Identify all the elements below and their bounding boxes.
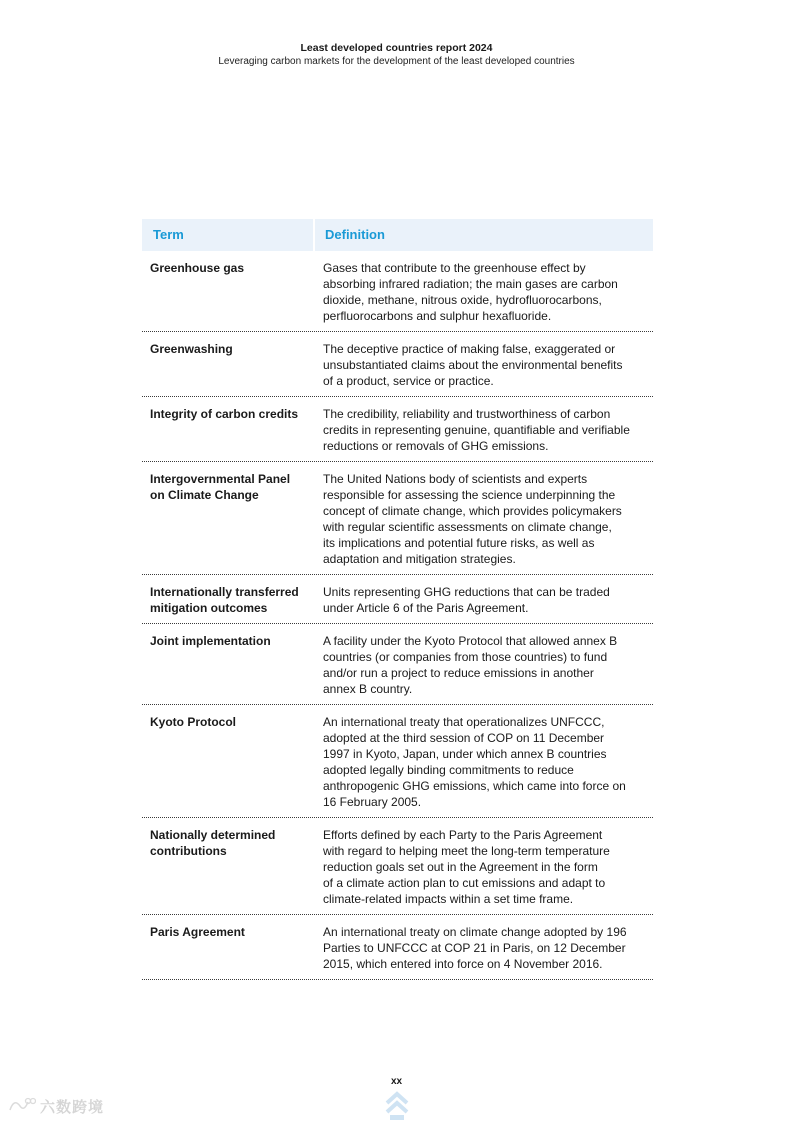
table-row xyxy=(142,705,653,818)
definition-cell xyxy=(315,915,653,979)
definition-text: reduction goals set out in the Agreement in the form xyxy=(323,860,598,874)
term-cell xyxy=(142,915,315,979)
table-row xyxy=(142,332,653,397)
term-cell xyxy=(142,624,315,704)
definition-cell xyxy=(315,575,653,623)
table-body xyxy=(142,251,653,980)
table-row xyxy=(142,624,653,705)
watermark xyxy=(8,1094,104,1118)
watermark-logo-icon xyxy=(8,1096,36,1116)
definition-text: adaptation and mitigation strategies. xyxy=(323,552,516,566)
definition-text: An international treaty that operationalizes UNFCCC, xyxy=(323,715,605,729)
definition-text: concept of climate change, which provides policymakers xyxy=(323,504,622,518)
definition-text: An international treaty on climate change adopted by 196 xyxy=(323,925,627,939)
term-cell xyxy=(142,251,315,331)
term-text: mitigation outcomes xyxy=(150,601,268,615)
table-row xyxy=(142,462,653,575)
term-cell xyxy=(142,332,315,396)
definition-text: unsubstantiated claims about the environmental benefits xyxy=(323,358,623,372)
definition-text: with regard to helping meet the long-term temperature xyxy=(323,844,610,858)
table-row xyxy=(142,251,653,332)
term-text: Integrity of carbon credits xyxy=(150,407,299,421)
term-text: Nationally determined xyxy=(150,828,276,842)
term-text: Kyoto Protocol xyxy=(150,715,236,729)
term-text: Intergovernmental Panel xyxy=(150,472,291,486)
term-cell xyxy=(142,818,315,914)
table-row xyxy=(142,575,653,624)
definition-cell xyxy=(315,251,653,331)
definition-cell xyxy=(315,705,653,817)
term-cell xyxy=(142,575,315,623)
definition-cell xyxy=(315,624,653,704)
definition-text: responsible for assessing the science underpinning the xyxy=(323,488,616,502)
definition-text: of a product, service or practice. xyxy=(323,374,494,388)
term-text: Paris Agreement xyxy=(150,925,245,939)
watermark-text: 六数跨境 xyxy=(40,1098,105,1116)
definition-text: and/or run a project to reduce emissions in another xyxy=(323,666,594,680)
term-text: Greenwashing xyxy=(150,342,233,356)
definition-text: countries (or companies from those countries) to fund xyxy=(323,650,608,664)
definition-cell xyxy=(315,397,653,461)
definition-text: credits in representing genuine, quantifiable and verifiable xyxy=(323,423,630,437)
table-row xyxy=(142,818,653,915)
definition-text: of a climate action plan to cut emissions and adapt to xyxy=(323,876,606,890)
term-cell xyxy=(142,705,315,817)
definition-text: its implications and potential future risks, as well as xyxy=(323,536,595,550)
table-row xyxy=(142,397,653,462)
glossary-table xyxy=(142,219,653,980)
definition-text: 1997 in Kyoto, Japan, under which annex B countries xyxy=(323,747,607,761)
column-header-term: Term xyxy=(142,219,315,251)
definition-text: The credibility, reliability and trustworthiness of carbon xyxy=(323,407,611,421)
definition-text: The United Nations body of scientists and experts xyxy=(323,472,588,486)
definition-text: climate-related impacts within a set time frame. xyxy=(323,892,574,906)
definition-text: reductions or removals of GHG emissions. xyxy=(323,439,549,453)
definition-text: with regular scientific assessments on climate change, xyxy=(323,520,612,534)
definition-text: 2015, which entered into force on 4 November 2016. xyxy=(323,957,603,971)
term-cell xyxy=(142,462,315,574)
definition-text: adopted at the third session of COP on 11 December xyxy=(323,731,605,745)
term-text: contributions xyxy=(150,844,227,858)
definition-text: perfluorocarbons and sulphur hexafluoride. xyxy=(323,309,552,323)
chevron-up-icon[interactable] xyxy=(384,1090,410,1120)
definition-text: Parties to UNFCCC at COP 21 in Paris, on 12 December xyxy=(323,941,626,955)
definition-text: adopted legally binding commitments to reduce xyxy=(323,763,574,777)
definition-text: Efforts defined by each Party to the Paris Agreement xyxy=(323,828,603,842)
definition-text: under Article 6 of the Paris Agreement. xyxy=(323,601,529,615)
page-header xyxy=(0,42,793,68)
definition-text: dioxide, methane, nitrous oxide, hydrofluorocarbons, xyxy=(323,293,602,307)
table-row xyxy=(142,915,653,980)
definition-cell xyxy=(315,462,653,574)
term-text: Internationally transferred xyxy=(150,585,299,599)
definition-text: Units representing GHG reductions that can be traded xyxy=(323,585,610,599)
report-title: Least developed countries report 2024 xyxy=(300,42,493,54)
term-text: Greenhouse gas xyxy=(150,261,245,275)
page-number: xx xyxy=(390,1076,403,1087)
definition-text: The deceptive practice of making false, exaggerated or xyxy=(323,342,616,356)
definition-text: A facility under the Kyoto Protocol that allowed annex B xyxy=(323,634,618,648)
definition-cell xyxy=(315,818,653,914)
definition-text: 16 February 2005. xyxy=(323,795,422,809)
report-subtitle: Leveraging carbon markets for the development of the least developed countries xyxy=(218,56,575,67)
table-header xyxy=(142,219,653,251)
term-text: Joint implementation xyxy=(150,634,271,648)
column-header-definition: Definition xyxy=(325,227,385,242)
definition-text: anthropogenic GHG emissions, which came into force on xyxy=(323,779,626,793)
definition-cell xyxy=(315,332,653,396)
term-cell xyxy=(142,397,315,461)
definition-text: annex B country. xyxy=(323,682,413,696)
definition-text: Gases that contribute to the greenhouse effect by xyxy=(323,261,586,275)
definition-text: absorbing infrared radiation; the main gases are carbon xyxy=(323,277,618,291)
term-text: on Climate Change xyxy=(150,488,259,502)
